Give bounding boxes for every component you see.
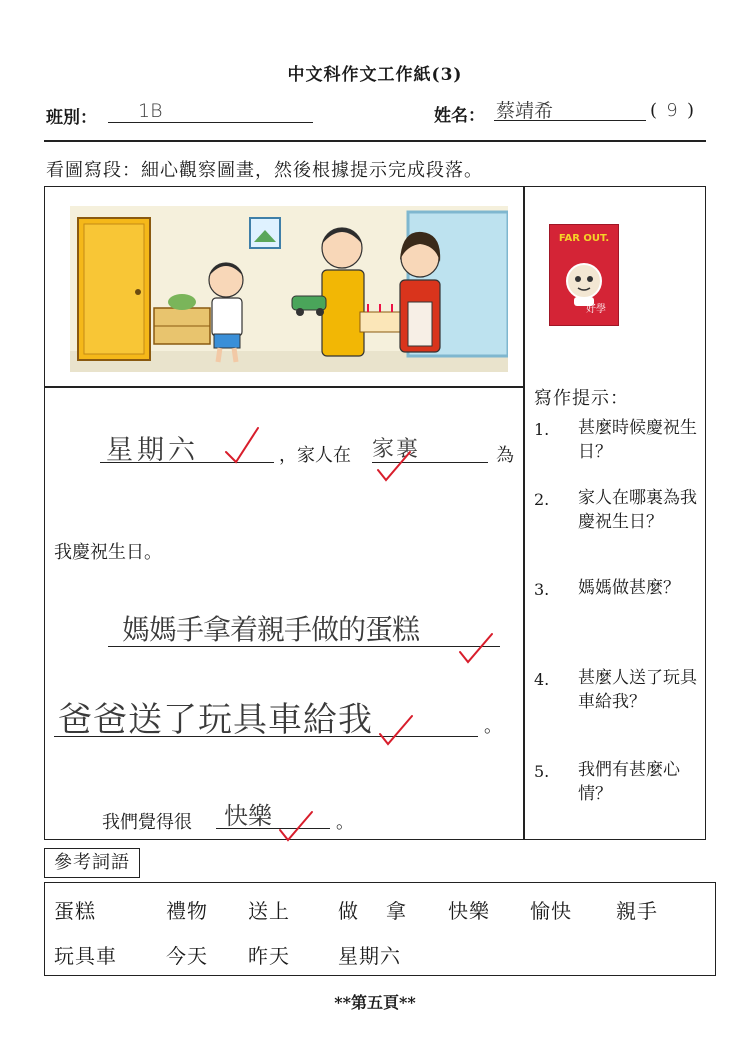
hint-text-3: 媽媽做甚麼？ (578, 578, 680, 598)
text-for: 為 (496, 445, 514, 466)
ref-word: 星期六 (338, 944, 401, 968)
reference-words-label: 參考詞語 (44, 848, 140, 878)
sticker-text: FAR OUT. (558, 233, 610, 244)
correct-mark-5 (276, 808, 316, 844)
astronaut-icon (558, 259, 610, 307)
class-field[interactable] (108, 100, 313, 123)
correct-mark-4 (376, 712, 416, 748)
ref-word: 快樂 (448, 899, 490, 923)
ref-word: 今天 (166, 944, 208, 968)
ref-word: 送上 (248, 899, 290, 923)
correct-mark-2 (374, 448, 414, 484)
hints-title: 寫作提示： (534, 388, 629, 409)
blank-mother[interactable] (108, 613, 500, 647)
ref-word: 昨天 (248, 944, 290, 968)
answer-when: 星期六 (106, 435, 199, 466)
column-divider (523, 187, 525, 839)
ref-word: 拿 (386, 899, 407, 923)
name-value: 蔡靖希 (496, 100, 554, 122)
hint-number-3: 3. (534, 580, 550, 599)
class-number: ( 9 ) (650, 100, 695, 121)
correct-mark-3 (456, 630, 496, 666)
class-label: 班別： (46, 108, 97, 128)
text-family-at: ，家人在 (279, 445, 351, 466)
text-period-4: 。 (484, 716, 502, 737)
birthday-illustration (70, 206, 508, 372)
ref-word: 愉快 (530, 899, 572, 923)
answer-feeling: 快樂 (224, 802, 272, 830)
picture-divider (45, 386, 523, 388)
hint-number-5: 5. (534, 762, 550, 781)
class-value: 1B (138, 100, 163, 122)
ref-word: 蛋糕 (54, 899, 96, 923)
text-period-5: 。 (336, 812, 354, 833)
hint-text-4: 甚麼人送了玩具車給我？ (578, 668, 697, 712)
hint-text-2: 家人在哪裏為我慶祝生日？ (578, 488, 697, 532)
header-divider (44, 140, 706, 142)
answer-where: 家裏 (372, 437, 421, 462)
text-celebrate-birthday: 我慶祝生日。 (54, 542, 162, 563)
hint-text-5: 我們有甚麼心情？ (578, 760, 680, 804)
hint-number-1: 1. (534, 420, 550, 439)
ref-word: 禮物 (166, 899, 208, 923)
name-field[interactable] (494, 102, 646, 121)
ref-word: 做 (338, 899, 359, 923)
name-label: 姓名： (434, 106, 485, 126)
hint-text-1: 甚麼時候慶祝生日？ (578, 418, 697, 462)
instruction-text: 看圖寫段：細心觀察圖畫，然後根據提示完成段落。 (46, 160, 483, 181)
answer-mother: 媽媽手拿着親手做的蛋糕 (122, 613, 420, 646)
sticker-badge: 好學 (586, 304, 606, 315)
worksheet-title: 中文科作文工作紙(3) (287, 65, 463, 85)
ref-word: 親手 (616, 899, 658, 923)
far-out-sticker (549, 224, 619, 326)
hint-number-4: 4. (534, 670, 550, 689)
correct-mark-1 (222, 424, 262, 464)
ref-word: 玩具車 (54, 944, 117, 968)
page-footer: **第五頁** (334, 993, 416, 1012)
hint-number-2: 2. (534, 490, 550, 509)
text-we-felt: 我們覺得很 (102, 812, 192, 833)
answer-father: 爸爸送了玩具車給我 (58, 700, 373, 740)
